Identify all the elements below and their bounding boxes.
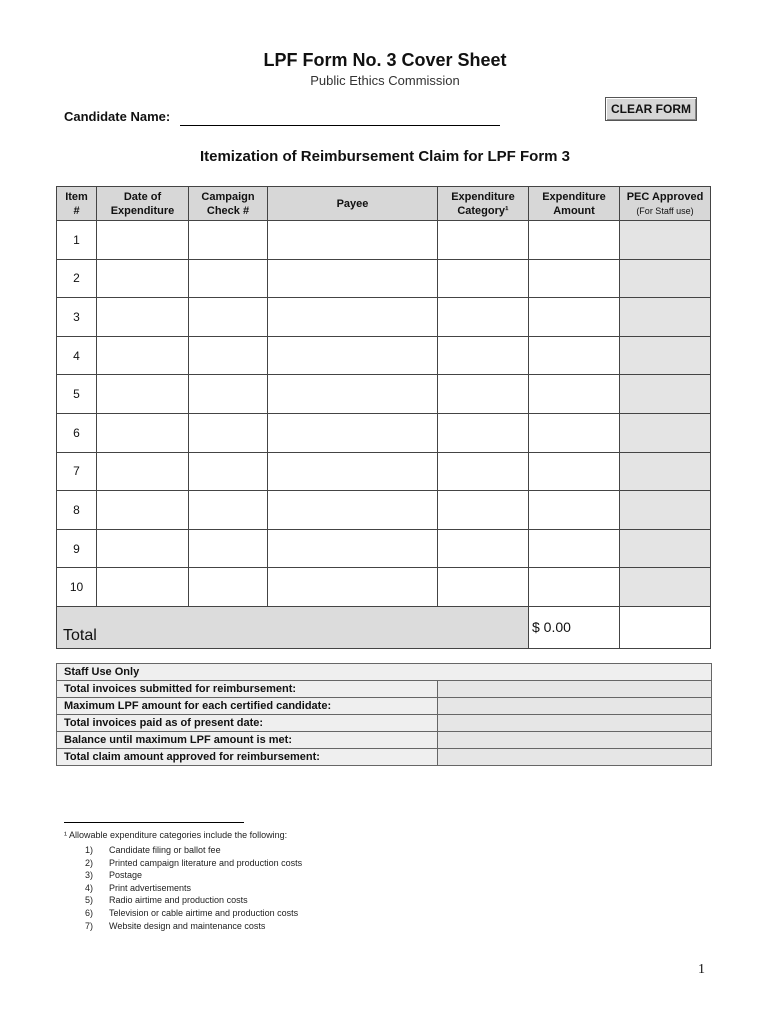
pec-approved-cell: [620, 452, 711, 491]
check-cell[interactable]: [189, 259, 268, 298]
header-pec-approved: PEC Approved (For Staff use): [620, 187, 711, 221]
check-cell[interactable]: [189, 491, 268, 530]
pec-approved-cell: [620, 413, 711, 452]
itemization-table: [56, 186, 711, 649]
row-number: 9: [57, 529, 97, 568]
table-row: [57, 375, 711, 414]
date-cell[interactable]: [97, 529, 189, 568]
amount-cell[interactable]: [529, 413, 620, 452]
header-date: Date of Expenditure: [97, 187, 189, 221]
payee-cell[interactable]: [268, 375, 438, 414]
row-number: 10: [57, 568, 97, 607]
total-amount: $ 0.00: [529, 606, 620, 648]
header-item: Item #: [57, 187, 97, 221]
footnote-item-text: Postage: [109, 870, 143, 881]
header-amount: Expenditure Amount: [529, 187, 620, 221]
row-number: 2: [57, 259, 97, 298]
footnote-item-text: Printed campaign literature and production costs: [109, 857, 303, 868]
date-cell[interactable]: [97, 413, 189, 452]
amount-cell[interactable]: [529, 568, 620, 607]
pec-approved-cell: [620, 298, 711, 337]
amount-cell[interactable]: [529, 452, 620, 491]
row-number: 4: [57, 336, 97, 375]
amount-cell[interactable]: [529, 491, 620, 530]
pec-approved-cell: [620, 491, 711, 530]
staff-row-value: [438, 698, 712, 715]
staff-row: [57, 749, 712, 766]
amount-cell[interactable]: [529, 375, 620, 414]
footnote-divider: [64, 822, 244, 823]
staff-row: [57, 681, 712, 698]
category-cell[interactable]: [438, 375, 529, 414]
footnote-item: [85, 844, 302, 857]
amount-cell[interactable]: [529, 336, 620, 375]
footnote-item-number: 7): [85, 920, 94, 931]
table-row: [57, 529, 711, 568]
amount-cell[interactable]: [529, 259, 620, 298]
payee-cell[interactable]: [268, 491, 438, 530]
check-cell[interactable]: [189, 452, 268, 491]
row-number: 6: [57, 413, 97, 452]
table-row: [57, 298, 711, 337]
footnote-item-text: Television or cable airtime and production costs: [109, 907, 299, 918]
header-category: Expenditure Category¹: [438, 187, 529, 221]
footnote-item: [85, 882, 302, 895]
staff-row-label: Total invoices submitted for reimbursement:: [57, 681, 438, 698]
pec-approved-cell: [620, 568, 711, 607]
row-number: 3: [57, 298, 97, 337]
footnote-item-text: Website design and maintenance costs: [109, 920, 266, 931]
check-cell[interactable]: [189, 568, 268, 607]
footnote-item-number: 5): [85, 895, 94, 906]
footnote-list: [85, 844, 302, 932]
category-cell[interactable]: [438, 336, 529, 375]
check-cell[interactable]: [189, 221, 268, 260]
payee-cell[interactable]: [268, 452, 438, 491]
footnote-item-number: 2): [85, 857, 94, 868]
check-cell[interactable]: [189, 336, 268, 375]
form-subtitle: Public Ethics Commission: [310, 73, 460, 88]
clear-form-button[interactable]: CLEAR FORM: [605, 97, 697, 121]
table-row: [57, 259, 711, 298]
payee-cell[interactable]: [268, 336, 438, 375]
footnote-item-number: 3): [85, 870, 94, 881]
pec-approved-cell: [620, 336, 711, 375]
date-cell[interactable]: [97, 568, 189, 607]
total-label: Total: [57, 606, 529, 648]
staff-row-value: [438, 715, 712, 732]
footnote-item: [85, 869, 302, 882]
candidate-name-label: Candidate Name:: [64, 109, 171, 124]
date-cell[interactable]: [97, 452, 189, 491]
category-cell[interactable]: [438, 298, 529, 337]
footnote-item-number: 4): [85, 882, 94, 893]
row-number: 8: [57, 491, 97, 530]
staff-row-value: [438, 732, 712, 749]
total-row: [57, 606, 711, 648]
staff-heading: Staff Use Only: [57, 664, 712, 681]
amount-cell[interactable]: [529, 221, 620, 260]
payee-cell[interactable]: [268, 568, 438, 607]
payee-cell[interactable]: [268, 529, 438, 568]
pec-approved-cell: [620, 375, 711, 414]
footnote-item: [85, 894, 302, 907]
check-cell[interactable]: [189, 298, 268, 337]
staff-row-label: Total invoices paid as of present date:: [57, 715, 438, 732]
table-row: [57, 568, 711, 607]
table-row: [57, 336, 711, 375]
table-row: [57, 413, 711, 452]
date-cell[interactable]: [97, 375, 189, 414]
pec-approved-cell: [620, 221, 711, 260]
table-row: [57, 221, 711, 260]
staff-row-label: Total claim amount approved for reimbursement:: [57, 749, 438, 766]
header-check: Campaign Check #: [189, 187, 268, 221]
pec-approved-cell: [620, 259, 711, 298]
date-cell[interactable]: [97, 336, 189, 375]
payee-cell[interactable]: [268, 221, 438, 260]
check-cell[interactable]: [189, 375, 268, 414]
footnote-item: [85, 907, 302, 920]
category-cell[interactable]: [438, 452, 529, 491]
payee-cell[interactable]: [268, 259, 438, 298]
category-cell[interactable]: [438, 529, 529, 568]
footnote-item: [85, 857, 302, 870]
amount-cell[interactable]: [529, 529, 620, 568]
payee-cell[interactable]: [268, 413, 438, 452]
payee-cell[interactable]: [268, 298, 438, 337]
staff-heading-row: [57, 664, 712, 681]
candidate-name-field[interactable]: [180, 125, 500, 126]
staff-row-value: [438, 681, 712, 698]
check-cell[interactable]: [189, 529, 268, 568]
total-pec-cell: [620, 606, 711, 648]
form-title: LPF Form No. 3 Cover Sheet: [263, 50, 507, 70]
row-number: 7: [57, 452, 97, 491]
table-header-row: [57, 187, 711, 221]
staff-use-table: [56, 663, 712, 766]
staff-row: [57, 698, 712, 715]
category-cell[interactable]: [438, 491, 529, 530]
footnote-item-number: 6): [85, 907, 94, 918]
amount-cell[interactable]: [529, 298, 620, 337]
footnote-item-text: Candidate filing or ballot fee: [109, 845, 221, 855]
page-number: 1: [698, 962, 705, 977]
staff-row-label: Maximum LPF amount for each certified candidate:: [57, 698, 438, 715]
footnote-item-number: 1): [85, 845, 94, 855]
category-cell[interactable]: [438, 413, 529, 452]
footnote-item-text: Radio airtime and production costs: [109, 895, 248, 906]
date-cell[interactable]: [97, 298, 189, 337]
category-cell[interactable]: [438, 259, 529, 298]
pec-approved-cell: [620, 529, 711, 568]
row-number: 5: [57, 375, 97, 414]
footnote-intro: ¹ Allowable expenditure categories include the following:: [64, 830, 288, 840]
staff-row-value: [438, 749, 712, 766]
staff-row: [57, 732, 712, 749]
check-cell[interactable]: [189, 413, 268, 452]
date-cell[interactable]: [97, 259, 189, 298]
date-cell[interactable]: [97, 221, 189, 260]
category-cell[interactable]: [438, 568, 529, 607]
staff-row: [57, 715, 712, 732]
category-cell[interactable]: [438, 221, 529, 260]
header-payee: Payee: [268, 187, 438, 221]
footnote-item: [85, 920, 302, 933]
table-row: [57, 491, 711, 530]
staff-row-label: Balance until maximum LPF amount is met:: [57, 732, 438, 749]
footnote-item-text: Print advertisements: [109, 882, 192, 893]
row-number: 1: [57, 221, 97, 260]
date-cell[interactable]: [97, 491, 189, 530]
table-row: [57, 452, 711, 491]
itemization-title: Itemization of Reimbursement Claim for LPF Form 3: [199, 148, 571, 165]
